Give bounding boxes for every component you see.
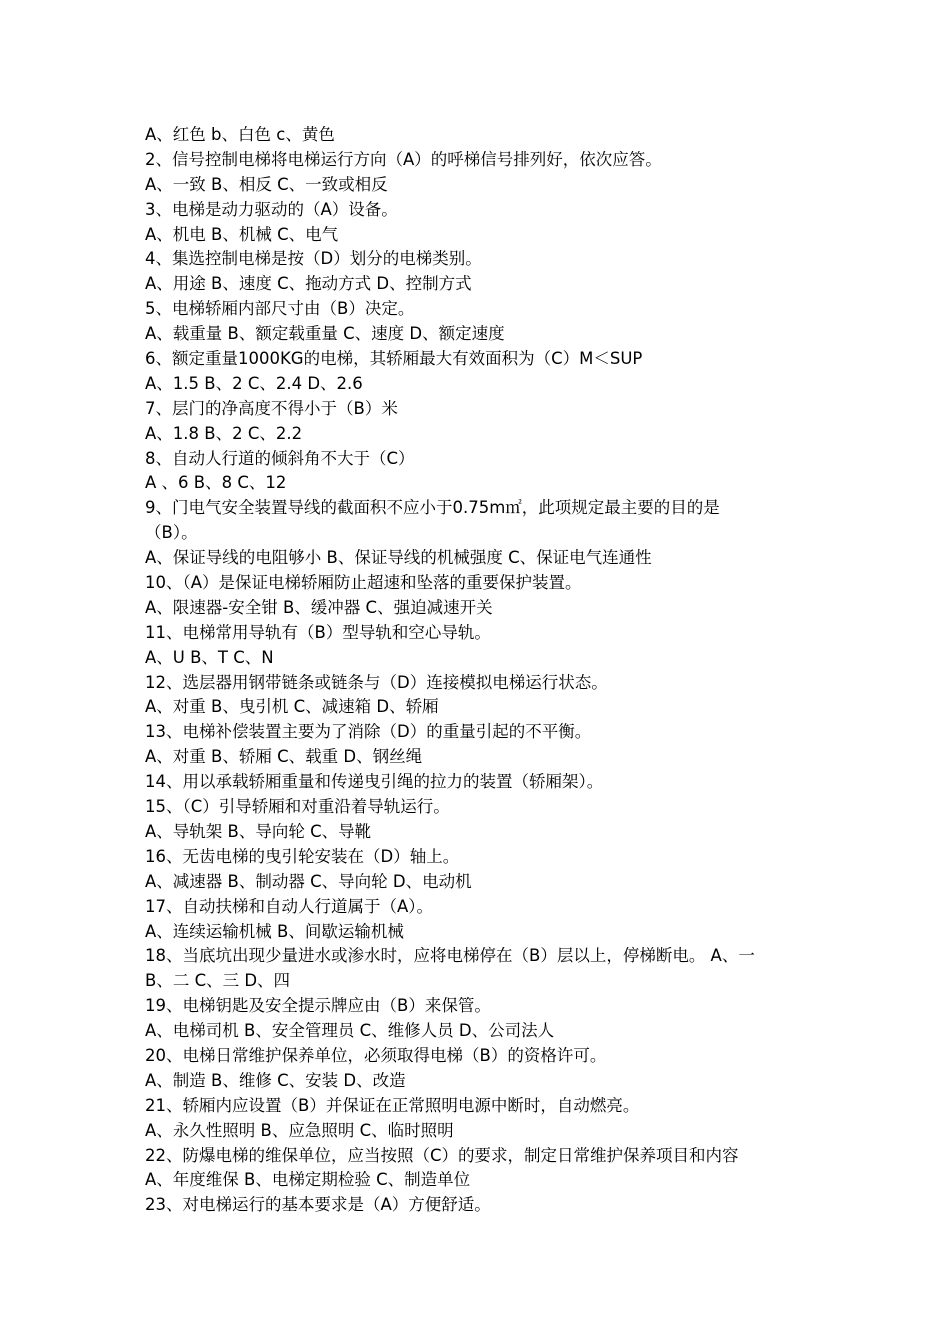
text-line: 20、电梯日常维护保养单位，必须取得电梯（B）的资格许可。: [145, 1045, 607, 1065]
text-line: A、永久性照明 B、应急照明 C、临时照明: [145, 1120, 454, 1140]
text-line: A、红色 b、白色 c、黄色: [145, 125, 335, 144]
text-line: 10、（A）是保证电梯轿厢防止超速和坠落的重要保护装置。: [145, 573, 582, 593]
document-body: [145, 123, 810, 1218]
text-line: 19、电梯钥匙及安全提示牌应由（B）来保管。: [145, 996, 491, 1016]
text-line: 9、门电气安全装置导线的截面积不应小于0.75m㎡，此项规定最主要的目的是: [145, 498, 720, 518]
text-line: A、用途 B、速度 C、拖动方式 D、控制方式: [145, 274, 472, 294]
text-line: A、减速器 B、制动器 C、导向轮 D、电动机: [145, 871, 472, 891]
text-line: A、对重 B、曳引机 C、减速箱 D、轿厢: [145, 697, 439, 717]
text-line: 17、自动扶梯和自动人行道属于（A）。: [145, 896, 434, 916]
text-line: A、1.5 B、2 C、2.4 D、2.6: [145, 373, 363, 393]
text-line: 23、对电梯运行的基本要求是（A）方便舒适。: [145, 1195, 491, 1215]
text-line: A、1.8 B、2 C、2.2: [145, 423, 303, 443]
text-line: 21、轿厢内应设置（B）并保证在正常照明电源中断时，自动燃亮。: [145, 1095, 640, 1115]
text-line: 5、电梯轿厢内部尺寸由（B）决定。: [145, 299, 415, 319]
text-line: 8、自动人行道的倾斜角不大于（C）: [145, 448, 415, 468]
text-line: 4、集选控制电梯是按（D）划分的电梯类别。: [145, 249, 482, 269]
text-line: 18、当底坑出现少量进水或渗水时，应将电梯停在（B）层以上，停梯断电。 A、一: [145, 946, 755, 966]
text-line: A 、6 B、8 C、12: [145, 473, 287, 493]
text-line: A、机电 B、机械 C、电气: [145, 224, 339, 244]
text-line: A、对重 B、轿厢 C、载重 D、钢丝绳: [145, 747, 423, 767]
text-line: A、保证导线的电阻够小 B、保证导线的机械强度 C、保证电气连通性: [145, 548, 652, 568]
text-line: A、制造 B、维修 C、安装 D、改造: [145, 1070, 406, 1090]
text-line: 7、层门的净高度不得小于（B）米: [145, 398, 398, 418]
text-line: A、限速器-安全钳 B、缓冲器 C、强迫减速开关: [145, 597, 493, 617]
text-line: 11、电梯常用导轨有（B）型导轨和空心导轨。: [145, 622, 491, 642]
text-line: 12、选层器用钢带链条或链条与（D）连接模拟电梯运行状态。: [145, 672, 608, 692]
text-line: 13、电梯补偿装置主要为了消除（D）的重量引起的不平衡。: [145, 722, 592, 742]
text-line: B、二 C、三 D、四: [145, 971, 291, 991]
text-line: A、连续运输机械 B、间歇运输机械: [145, 921, 404, 941]
text-line: A、导轨架 B、导向轮 C、导靴: [145, 821, 372, 841]
text-line: 14、用以承载轿厢重量和传递曳引绳的拉力的装置（轿厢架）。: [145, 772, 604, 792]
text-line: A、电梯司机 B、安全管理员 C、维修人员 D、公司法人: [145, 1021, 555, 1041]
text-line: A、载重量 B、额定载重量 C、速度 D、额定速度: [145, 324, 505, 344]
text-line: 15、（C）引导轿厢和对重沿着导轨运行。: [145, 797, 450, 817]
text-line: 22、防爆电梯的维保单位，应当按照（C）的要求，制定日常维护保养项目和内容: [145, 1145, 739, 1165]
text-line: A、U B、T C、N: [145, 647, 274, 667]
text-line: （B）。: [145, 523, 198, 543]
text-line: 6、额定重量1000KG的电梯，其轿厢最大有效面积为（C）M＜SUP: [145, 349, 643, 369]
text-line: A、一致 B、相反 C、一致或相反: [145, 174, 388, 194]
text-line: 16、无齿电梯的曳引轮安装在（D）轴上。: [145, 846, 460, 866]
text-line: 2、信号控制电梯将电梯运行方向（A）的呼梯信号排列好，依次应答。: [145, 149, 662, 169]
text-line: A、年度维保 B、电梯定期检验 C、制造单位: [145, 1170, 471, 1190]
text-line: 3、电梯是动力驱动的（A）设备。: [145, 199, 398, 219]
